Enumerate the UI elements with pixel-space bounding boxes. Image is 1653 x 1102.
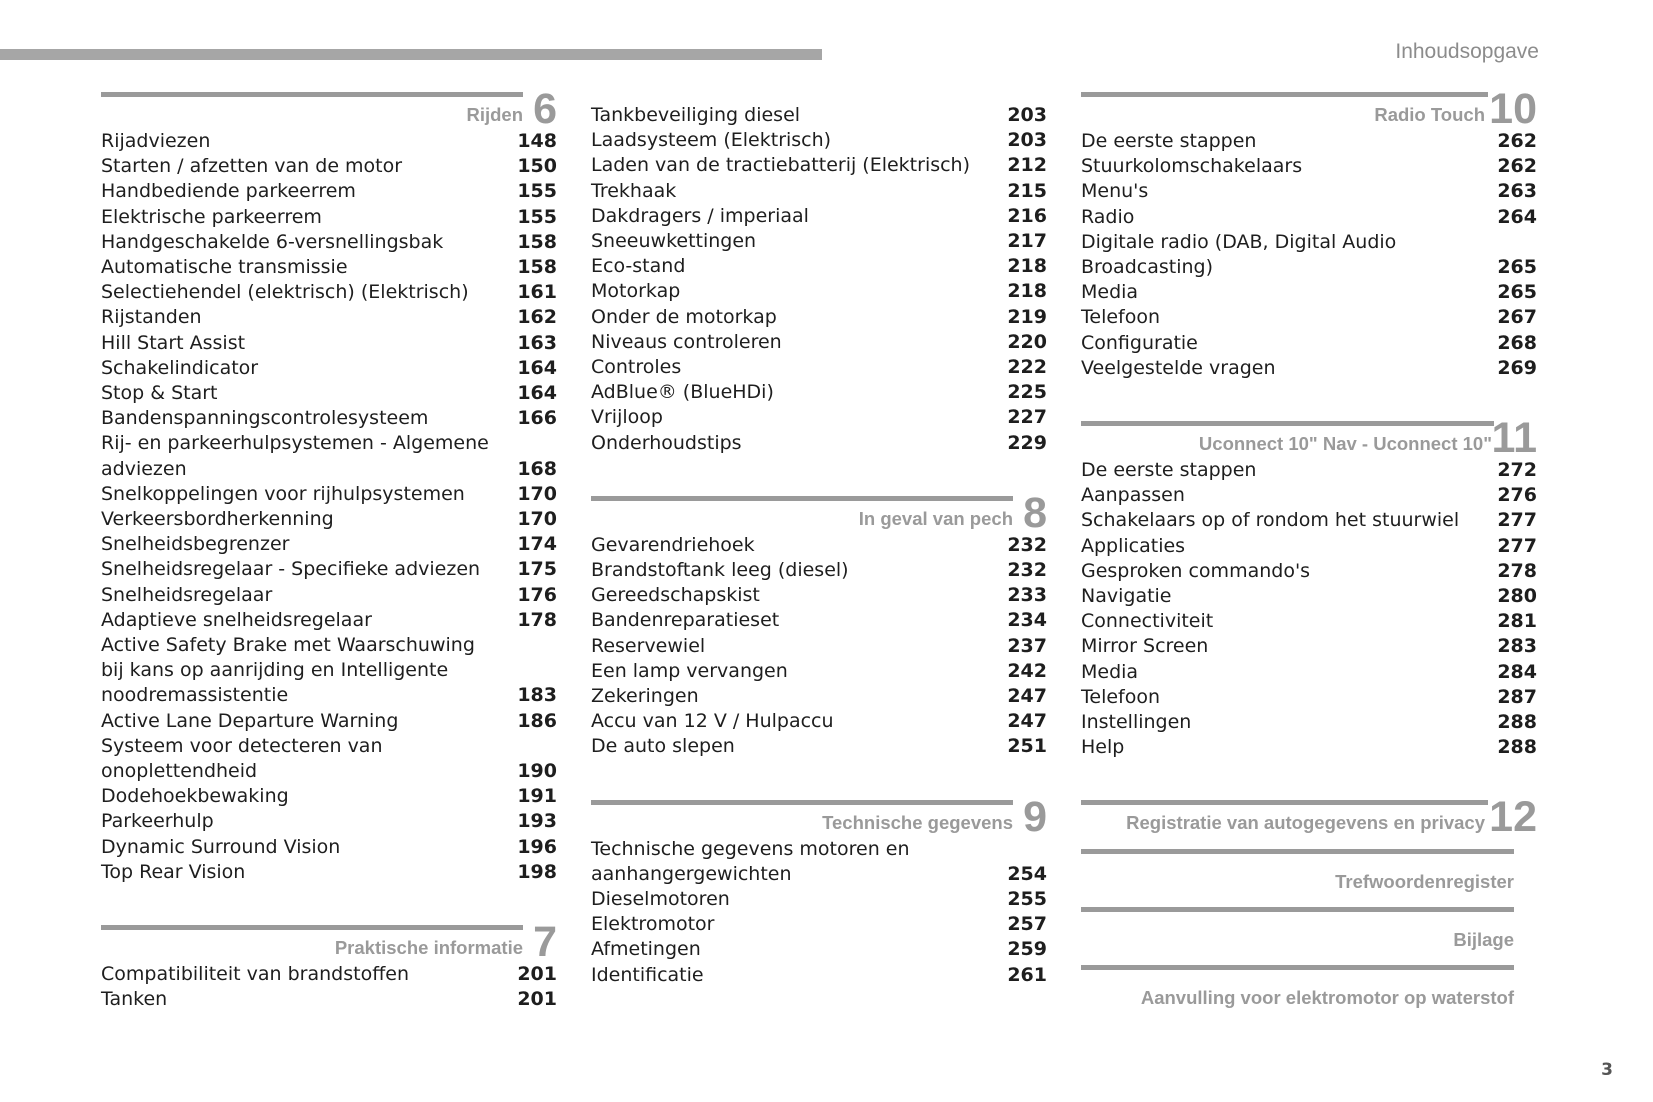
toc-entry[interactable] bbox=[101, 734, 557, 784]
toc-entry[interactable] bbox=[101, 633, 557, 709]
toc-entry-title: Eco-stand bbox=[591, 255, 686, 278]
toc-entry-page: 162 bbox=[517, 306, 557, 329]
toc-entry-page: 277 bbox=[1497, 534, 1537, 557]
toc-entry[interactable] bbox=[101, 179, 557, 204]
toc-entry-page: 175 bbox=[517, 558, 557, 581]
toc-entry-page: 268 bbox=[1497, 331, 1537, 354]
toc-entry[interactable] bbox=[591, 179, 1047, 204]
toc-column-1 bbox=[101, 85, 557, 1013]
section-number: 12 bbox=[1489, 793, 1537, 842]
toc-entry[interactable] bbox=[591, 634, 1047, 659]
section-header-technisch bbox=[591, 792, 1047, 841]
section-rule bbox=[1081, 849, 1514, 854]
toc-entry[interactable] bbox=[101, 482, 557, 507]
toc-entry-title: Media bbox=[1081, 660, 1139, 683]
toc-entry-page: 203 bbox=[1007, 104, 1047, 126]
toc-entry[interactable] bbox=[101, 230, 557, 255]
toc-entry-page: 284 bbox=[1497, 660, 1537, 683]
toc-entry-title: Rijstanden bbox=[101, 306, 202, 329]
toc-entry-page: 234 bbox=[1007, 609, 1047, 632]
toc-entry-page: 227 bbox=[1007, 406, 1047, 429]
toc-entry[interactable] bbox=[101, 305, 557, 330]
toc-entry-title: De eerste stappen bbox=[1081, 130, 1257, 152]
toc-entry[interactable] bbox=[591, 709, 1047, 734]
toc-entry[interactable] bbox=[1081, 230, 1537, 280]
header-bar bbox=[0, 49, 822, 60]
toc-entry-page: 186 bbox=[517, 709, 557, 732]
toc-entry[interactable] bbox=[1081, 634, 1537, 659]
toc-entry[interactable] bbox=[101, 809, 557, 834]
toc-entry-title: Gesproken commando's bbox=[1081, 559, 1311, 582]
toc-entry[interactable] bbox=[1081, 508, 1537, 533]
toc-entry-title: Snelheidsregelaar bbox=[101, 583, 273, 606]
toc-entry-page: 254 bbox=[1007, 862, 1047, 885]
toc-entry-page: 232 bbox=[1007, 559, 1047, 582]
section-title: Radio Touch bbox=[1374, 104, 1485, 125]
toc-entry-title: Tanken bbox=[101, 988, 168, 1011]
toc-entry[interactable] bbox=[101, 835, 557, 860]
toc-entry[interactable] bbox=[1081, 205, 1537, 230]
toc-entry[interactable] bbox=[101, 987, 557, 1012]
section-title: Trefwoordenregister bbox=[1335, 871, 1514, 893]
toc-entry[interactable] bbox=[1081, 129, 1537, 154]
toc-entry[interactable] bbox=[101, 280, 557, 305]
toc-entry[interactable] bbox=[101, 356, 557, 381]
toc-entry[interactable] bbox=[1081, 660, 1537, 685]
section-rule bbox=[1081, 800, 1488, 805]
section-header-uconnect bbox=[1081, 414, 1537, 463]
toc-entry-title: Navigatie bbox=[1081, 585, 1172, 608]
toc-entry-title: Instellingen bbox=[1081, 711, 1192, 734]
toc-entry[interactable] bbox=[101, 557, 557, 582]
toc-entry-page: 276 bbox=[1497, 484, 1537, 507]
toc-entry[interactable] bbox=[591, 912, 1047, 937]
toc-entry[interactable] bbox=[1081, 154, 1537, 179]
toc-entry-page: 261 bbox=[1007, 963, 1047, 986]
toc-entry-page: 288 bbox=[1497, 736, 1537, 759]
toc-entry-title: Handgeschakelde 6-versnellingsbak bbox=[101, 230, 444, 253]
toc-entry[interactable] bbox=[101, 860, 557, 885]
toc-entry[interactable] bbox=[101, 331, 557, 356]
toc-entry-page: 166 bbox=[517, 407, 557, 430]
toc-entry-title: Dodehoekbewaking bbox=[101, 785, 289, 808]
toc-entry-title: Afmetingen bbox=[591, 938, 701, 961]
toc-entry[interactable] bbox=[591, 684, 1047, 709]
toc-entry-page: 217 bbox=[1007, 230, 1047, 253]
toc-entry-title: Radio bbox=[1081, 205, 1135, 228]
toc-entry-title: Technische gegevens motoren en aanhangergewichten bbox=[591, 837, 910, 885]
toc-entry[interactable] bbox=[101, 507, 557, 532]
toc-entry[interactable] bbox=[101, 406, 557, 431]
toc-entry[interactable] bbox=[1081, 710, 1537, 735]
toc-entry-title: Brandstoftank leeg (diesel) bbox=[591, 559, 849, 582]
toc-entry-title: Niveaus controleren bbox=[591, 330, 782, 353]
section-number: 6 bbox=[533, 85, 557, 133]
toc-entry-title: Sneeuwkettingen bbox=[591, 230, 757, 253]
toc-entry-page: 247 bbox=[1007, 685, 1047, 708]
toc-entry-title: De auto slepen bbox=[591, 735, 735, 758]
section-title: Technische gegevens bbox=[822, 811, 1013, 833]
toc-entry[interactable] bbox=[1081, 584, 1537, 609]
toc-entry[interactable] bbox=[101, 583, 557, 608]
toc-entry[interactable] bbox=[1081, 305, 1537, 330]
toc-entry-title: Hill Start Assist bbox=[101, 331, 246, 354]
toc-entry-page: 155 bbox=[517, 180, 557, 203]
toc-entry-title: Vrijloop bbox=[591, 406, 663, 429]
toc-entry[interactable] bbox=[1081, 280, 1537, 305]
toc-entry-page: 233 bbox=[1007, 584, 1047, 607]
toc-entry-title: Onder de motorkap bbox=[591, 305, 777, 328]
toc-entry[interactable] bbox=[1081, 534, 1537, 559]
section-number: 11 bbox=[1491, 414, 1537, 463]
toc-entry-page: 158 bbox=[517, 230, 557, 253]
toc-entry-page: 201 bbox=[517, 963, 557, 986]
section-number: 9 bbox=[1023, 792, 1047, 841]
toc-entry-title: Mirror Screen bbox=[1081, 635, 1209, 658]
toc-entry-title: Applicaties bbox=[1081, 534, 1186, 557]
toc-entry[interactable] bbox=[591, 254, 1047, 279]
toc-entry-page: 263 bbox=[1497, 180, 1537, 203]
toc-entry-title: Telefoon bbox=[1081, 306, 1161, 329]
toc-entry-title: Rij- en parkeerhulpsystemen - Algemene adviezen bbox=[101, 432, 489, 480]
entry-list-pech bbox=[591, 533, 1047, 760]
toc-entry-page: 269 bbox=[1497, 356, 1537, 379]
toc-entry-title: Digitale radio (DAB, Digital Audio Broadcasting) bbox=[1081, 230, 1397, 279]
toc-entry-title: Accu van 12 V / Hulpaccu bbox=[591, 710, 834, 733]
toc-entry[interactable] bbox=[101, 608, 557, 633]
section-title: Praktische informatie bbox=[334, 937, 523, 959]
toc-entry-title: Dieselmotoren bbox=[591, 888, 730, 911]
toc-entry-title: Starten / afzetten van de motor bbox=[101, 155, 403, 178]
toc-entry-title: Compatibiliteit van brandstoffen bbox=[101, 963, 410, 986]
section-rule bbox=[1081, 965, 1514, 970]
section-number: 7 bbox=[533, 918, 557, 967]
toc-entry-page: 257 bbox=[1007, 913, 1047, 936]
toc-entry[interactable] bbox=[591, 887, 1047, 912]
toc-entry-page: 198 bbox=[517, 860, 557, 883]
toc-entry-page: 191 bbox=[517, 785, 557, 808]
toc-entry-page: 283 bbox=[1497, 635, 1537, 658]
toc-entry-page: 225 bbox=[1007, 381, 1047, 404]
toc-entry-title: Verkeersbordherkenning bbox=[101, 508, 334, 531]
toc-entry[interactable] bbox=[101, 431, 557, 481]
entry-list-radio bbox=[1081, 129, 1537, 381]
toc-entry-title: Rijadviezen bbox=[101, 130, 211, 152]
toc-entry[interactable] bbox=[591, 608, 1047, 633]
toc-entry[interactable] bbox=[591, 963, 1047, 988]
toc-entry[interactable] bbox=[1081, 735, 1537, 760]
toc-entry-page: 176 bbox=[517, 583, 557, 606]
toc-entry-page: 242 bbox=[1007, 659, 1047, 682]
toc-entry-page: 278 bbox=[1497, 559, 1537, 582]
toc-entry[interactable] bbox=[1081, 685, 1537, 710]
toc-entry-page: 247 bbox=[1007, 710, 1047, 733]
toc-entry-page: 262 bbox=[1497, 155, 1537, 178]
toc-entry-page: 272 bbox=[1497, 459, 1537, 482]
section-number: 8 bbox=[1023, 488, 1047, 537]
toc-entry[interactable] bbox=[591, 305, 1047, 330]
toc-entry-page: 222 bbox=[1007, 356, 1047, 379]
toc-entry-title: Elektrische parkeerrem bbox=[101, 205, 322, 228]
section-title: Uconnect 10" Nav - Uconnect 10" bbox=[1198, 433, 1492, 455]
toc-entry[interactable] bbox=[591, 558, 1047, 583]
toc-entry-title: Laadsysteem (Elektrisch) bbox=[591, 129, 832, 152]
toc-entry-page: 264 bbox=[1497, 205, 1537, 228]
toc-entry-title: Snelheidsregelaar - Specifieke adviezen bbox=[101, 558, 481, 581]
toc-entry-title: Identificatie bbox=[591, 963, 704, 986]
toc-entry-page: 178 bbox=[517, 608, 557, 631]
toc-entry-title: Active Safety Brake met Waarschuwing bij kans op aanrijding en Intelligente noodremassistentie bbox=[101, 634, 475, 707]
toc-entry[interactable] bbox=[1081, 179, 1537, 204]
toc-entry-title: Selectiehendel (elektrisch) (Elektrisch) bbox=[101, 281, 469, 304]
toc-entry[interactable] bbox=[101, 205, 557, 230]
section-title: In geval van pech bbox=[858, 507, 1013, 529]
toc-entry[interactable] bbox=[101, 962, 557, 987]
toc-entry-page: 168 bbox=[517, 457, 557, 480]
toc-entry-page: 170 bbox=[517, 482, 557, 505]
toc-entry-page: 280 bbox=[1497, 585, 1537, 608]
toc-entry-page: 265 bbox=[1497, 256, 1537, 279]
toc-entry-page: 251 bbox=[1007, 735, 1047, 758]
entry-list-praktisch-continued bbox=[591, 103, 1047, 456]
toc-entry-page: 259 bbox=[1007, 938, 1047, 961]
toc-entry[interactable] bbox=[1081, 609, 1537, 634]
toc-entry-title: Elektromotor bbox=[591, 913, 715, 936]
toc-entry-title: Motorkap bbox=[591, 280, 681, 303]
toc-entry-title: Laden van de tractiebatterij (Elektrisch) bbox=[591, 154, 971, 177]
toc-entry-page: 155 bbox=[517, 205, 557, 228]
toc-entry-title: Help bbox=[1081, 736, 1125, 759]
toc-entry-title: Dakdragers / imperiaal bbox=[591, 204, 809, 227]
toc-entry-page: 196 bbox=[517, 835, 557, 858]
toc-entry-title: Een lamp vervangen bbox=[591, 659, 788, 682]
section-title: Rijden bbox=[466, 104, 523, 125]
toc-entry-title: Gevarendriehoek bbox=[591, 533, 755, 556]
toc-entry-title: Controles bbox=[591, 356, 682, 379]
toc-entry[interactable] bbox=[591, 405, 1047, 430]
toc-column-3 bbox=[1081, 85, 1537, 1023]
section-header-aanvulling bbox=[1081, 965, 1514, 1009]
section-title: Registratie van autogegevens en privacy bbox=[1126, 812, 1485, 834]
section-header-rijden bbox=[101, 85, 557, 133]
toc-entry-page: 237 bbox=[1007, 634, 1047, 657]
toc-entry-title: Reservewiel bbox=[591, 634, 706, 657]
section-header-bijlage bbox=[1081, 907, 1514, 951]
toc-entry-title: Adaptieve snelheidsregelaar bbox=[101, 608, 372, 631]
toc-entry-title: Aanpassen bbox=[1081, 484, 1185, 507]
toc-entry-title: Telefoon bbox=[1081, 685, 1161, 708]
toc-entry-title: Configuratie bbox=[1081, 331, 1198, 354]
toc-entry-title: Top Rear Vision bbox=[101, 860, 246, 883]
toc-entry-title: Stop & Start bbox=[101, 382, 218, 405]
section-header-trefwoorden bbox=[1081, 849, 1514, 893]
toc-entry-page: 267 bbox=[1497, 306, 1537, 329]
toc-entry-page: 183 bbox=[517, 684, 557, 707]
toc-entry-title: Zekeringen bbox=[591, 685, 699, 708]
toc-entry-title: Automatische transmissie bbox=[101, 256, 348, 279]
toc-entry[interactable] bbox=[1081, 483, 1537, 508]
toc-entry-title: Trekhaak bbox=[591, 179, 677, 202]
section-header-radio bbox=[1081, 85, 1537, 133]
toc-entry-title: Schakelindicator bbox=[101, 356, 259, 379]
toc-entry[interactable] bbox=[591, 937, 1047, 962]
toc-entry-page: 174 bbox=[517, 533, 557, 556]
toc-entry-page: 281 bbox=[1497, 610, 1537, 633]
toc-entry-page: 193 bbox=[517, 810, 557, 833]
toc-entry-page: 218 bbox=[1007, 280, 1047, 303]
toc-entry-title: Handbediende parkeerrem bbox=[101, 180, 356, 203]
toc-entry-title: Menu's bbox=[1081, 180, 1149, 203]
toc-entry[interactable] bbox=[591, 431, 1047, 456]
toc-entry-page: 232 bbox=[1007, 533, 1047, 556]
toc-entry[interactable] bbox=[591, 380, 1047, 405]
page-number: 3 bbox=[1601, 1060, 1613, 1080]
toc-entry-title: Media bbox=[1081, 281, 1139, 304]
toc-entry-page: 170 bbox=[517, 508, 557, 531]
toc-entry-page: 203 bbox=[1007, 129, 1047, 152]
toc-column-2 bbox=[591, 92, 1047, 988]
toc-entry[interactable] bbox=[101, 381, 557, 406]
toc-entry[interactable] bbox=[101, 255, 557, 280]
section-number: 10 bbox=[1489, 85, 1537, 133]
toc-entry-page: 288 bbox=[1497, 711, 1537, 734]
toc-entry[interactable] bbox=[591, 583, 1047, 608]
toc-entry-page: 220 bbox=[1007, 330, 1047, 353]
toc-entry[interactable] bbox=[1081, 458, 1537, 483]
page-title: Inhoudsopgave bbox=[1395, 40, 1539, 63]
toc-entry-title: De eerste stappen bbox=[1081, 459, 1257, 482]
section-header-registratie bbox=[1081, 793, 1537, 842]
toc-entry-title: Parkeerhulp bbox=[101, 810, 214, 833]
toc-entry[interactable] bbox=[1081, 356, 1537, 381]
toc-entry-title: AdBlue® (BlueHDi) bbox=[591, 381, 774, 404]
section-header-praktisch bbox=[101, 918, 557, 967]
toc-entry[interactable] bbox=[591, 355, 1047, 380]
toc-entry[interactable] bbox=[101, 129, 557, 154]
toc-entry-title: Active Lane Departure Warning bbox=[101, 709, 399, 732]
toc-entry-page: 262 bbox=[1497, 130, 1537, 152]
toc-entry[interactable] bbox=[591, 204, 1047, 229]
toc-entry-title: Bandenreparatieset bbox=[591, 609, 780, 632]
toc-entry-page: 255 bbox=[1007, 888, 1047, 911]
toc-entry-page: 265 bbox=[1497, 281, 1537, 304]
toc-entry-page: 287 bbox=[1497, 685, 1537, 708]
toc-entry[interactable] bbox=[101, 532, 557, 557]
section-rule bbox=[101, 92, 523, 97]
section-title: Aanvulling voor elektromotor op waterstof bbox=[1140, 987, 1514, 1009]
toc-entry[interactable] bbox=[591, 659, 1047, 684]
toc-entry-page: 148 bbox=[517, 130, 557, 152]
toc-entry[interactable] bbox=[591, 103, 1047, 128]
toc-entry-page: 150 bbox=[517, 155, 557, 178]
toc-entry-title: Stuurkolomschakelaars bbox=[1081, 155, 1303, 178]
toc-entry-title: Snelheidsbegrenzer bbox=[101, 533, 290, 556]
toc-entry-title: Bandenspanningscontrolesysteem bbox=[101, 407, 429, 430]
toc-entry-page: 158 bbox=[517, 256, 557, 279]
toc-entry[interactable] bbox=[101, 154, 557, 179]
toc-entry[interactable] bbox=[591, 837, 1047, 887]
toc-entry[interactable] bbox=[591, 153, 1047, 178]
toc-entry[interactable] bbox=[591, 734, 1047, 759]
section-rule bbox=[1081, 92, 1488, 97]
entry-list-rijden bbox=[101, 129, 557, 885]
toc-entry[interactable] bbox=[591, 229, 1047, 254]
toc-entry-title: Schakelaars op of rondom het stuurwiel bbox=[1081, 509, 1460, 532]
toc-entry-page: 190 bbox=[517, 760, 557, 783]
toc-entry-title: Veelgestelde vragen bbox=[1081, 356, 1276, 379]
section-title: Bijlage bbox=[1453, 929, 1514, 951]
toc-entry-title: Tankbeveiliging diesel bbox=[591, 104, 801, 126]
section-rule bbox=[101, 925, 523, 930]
toc-entry[interactable] bbox=[101, 709, 557, 734]
section-rule bbox=[1081, 421, 1494, 426]
toc-entry-page: 218 bbox=[1007, 255, 1047, 278]
toc-entry-title: Gereedschapskist bbox=[591, 584, 760, 607]
toc-entry[interactable] bbox=[591, 279, 1047, 304]
toc-entry-page: 201 bbox=[517, 988, 557, 1011]
entry-list-uconnect bbox=[1081, 458, 1537, 760]
toc-entry[interactable] bbox=[591, 533, 1047, 558]
toc-entry-page: 161 bbox=[517, 281, 557, 304]
toc-entry-title: Dynamic Surround Vision bbox=[101, 835, 341, 858]
toc-entry-title: Snelkoppelingen voor rijhulpsystemen bbox=[101, 482, 465, 505]
toc-entry-title: Onderhoudstips bbox=[591, 431, 742, 454]
toc-entry-title: Connectiviteit bbox=[1081, 610, 1214, 633]
entry-list-technisch bbox=[591, 837, 1047, 988]
toc-entry-page: 215 bbox=[1007, 179, 1047, 202]
toc-entry-page: 216 bbox=[1007, 204, 1047, 227]
toc-entry-page: 229 bbox=[1007, 431, 1047, 454]
section-rule bbox=[1081, 907, 1514, 912]
toc-entry-page: 212 bbox=[1007, 154, 1047, 177]
section-rule bbox=[591, 800, 1013, 805]
toc-entry-page: 163 bbox=[517, 331, 557, 354]
toc-entry-page: 164 bbox=[517, 356, 557, 379]
toc-entry[interactable] bbox=[101, 784, 557, 809]
toc-entry-page: 277 bbox=[1497, 509, 1537, 532]
entry-list-praktisch bbox=[101, 962, 557, 1012]
toc-entry[interactable] bbox=[1081, 331, 1537, 356]
toc-entry[interactable] bbox=[591, 128, 1047, 153]
section-rule bbox=[591, 496, 1013, 501]
toc-entry[interactable] bbox=[591, 330, 1047, 355]
toc-entry[interactable] bbox=[1081, 559, 1537, 584]
toc-entry-page: 219 bbox=[1007, 305, 1047, 328]
section-header-pech bbox=[591, 488, 1047, 537]
toc-entry-title: Systeem voor detecteren van onoplettendheid bbox=[101, 734, 383, 783]
toc-entry-page: 164 bbox=[517, 382, 557, 405]
